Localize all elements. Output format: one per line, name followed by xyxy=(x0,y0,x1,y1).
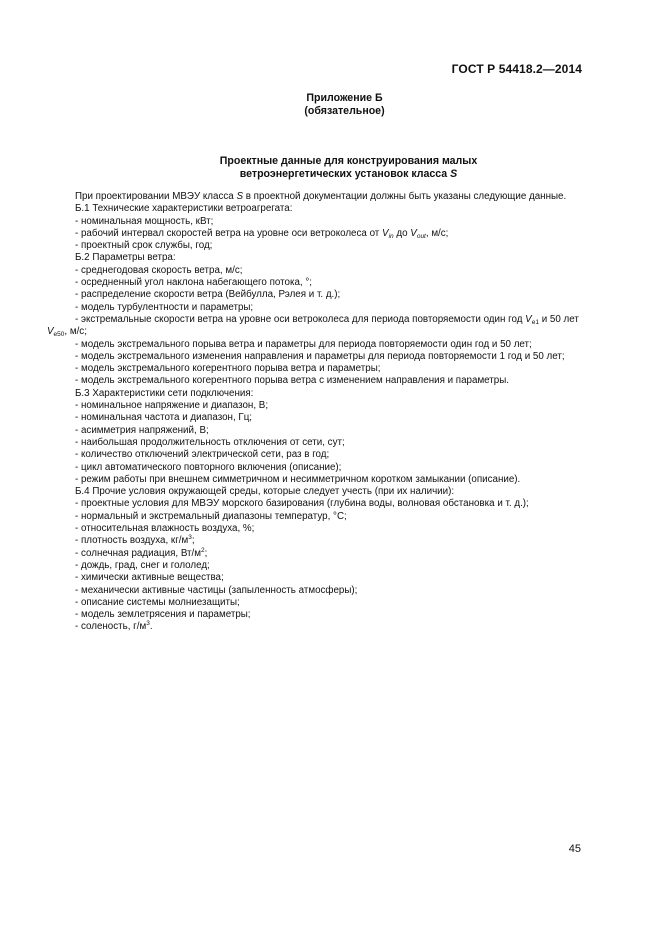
list-item: - дождь, град, снег и гололед; xyxy=(75,559,210,571)
list-item: - модель экстремального когерентного порыва ветра с изменением направления и параметры. xyxy=(75,375,510,387)
annex-status: (обязательное) xyxy=(304,105,385,117)
list-item: - нормальный и экстремальный диапазоны температур, °С; xyxy=(75,510,347,522)
section-title-line-1: Проектные данные для конструирования малых xyxy=(219,155,478,167)
section-title xyxy=(0,155,661,181)
list-item: - проектные условия для МВЭУ морского базирования (глубина воды, волновая обстановка и т. д.); xyxy=(75,498,529,510)
list-item: - плотность воздуха, $кг/м^3$; xyxy=(75,534,195,547)
list-item: - химически активные вещества; xyxy=(75,572,224,584)
list-item: - осредненный угол наклона набегающего потока, °; xyxy=(75,277,312,289)
section-title-line-2: ветроэнергетических установок класса S xyxy=(239,168,458,180)
b3-heading: Б.3 Характеристики сети подключения: xyxy=(75,387,254,399)
list-item: - проектный срок службы, год; xyxy=(75,240,213,252)
b1-heading: Б.1 Технические характеристики ветроагрегата: xyxy=(75,203,293,215)
list-item: - механически активные частицы (запыленность атмосферы); xyxy=(75,584,358,596)
b4-heading: Б.4 Прочие условия окружающей среды, которые следует учесть (при их наличии): xyxy=(75,486,455,498)
list-item: - наибольшая продолжительность отключения от сети, сут; xyxy=(75,436,345,448)
list-item: - модель землетрясения и параметры; xyxy=(75,609,251,621)
b2-heading: Б.2 Параметры ветра: xyxy=(75,252,176,264)
document-body xyxy=(47,191,595,634)
list-item: - относительная влажность воздуха, %; xyxy=(75,523,255,535)
standard-designation: ГОСТ Р 54418.2—2014 xyxy=(451,62,582,76)
list-item: - экстремальные скорости ветра на уровне оси ветроколеса для периода повторяемости один год $V_{e1}$ и 50 лет xyxy=(75,313,579,326)
list-item: - номинальная мощность, кВт; xyxy=(75,215,214,227)
list-item: - количество отключений электрической сети, раз в год; xyxy=(75,449,330,461)
list-item: - асимметрия напряжений, В; xyxy=(75,424,209,436)
list-item: - солнечная радиация, $Вт/м^2$; xyxy=(75,546,208,559)
list-item: - рабочий интервал скоростей ветра на уровне оси ветроколеса от $V_{in}$ до $V_{out}$, м/с; xyxy=(75,227,449,240)
page-number: 45 xyxy=(568,843,581,855)
annex-heading xyxy=(0,92,661,118)
list-item: - соленость, $г/м^3$. xyxy=(75,620,153,633)
list-item: - модель экстремального когерентного порыва ветра и параметры; xyxy=(75,363,381,375)
list-item: - распределение скорости ветра (Вейбулла, Рэлея и т. д.); xyxy=(75,289,341,301)
list-item: - номинальное напряжение и диапазон, В; xyxy=(75,400,269,412)
list-item: - модель турбулентности и параметры; xyxy=(75,301,254,313)
list-item: - модель экстремального порыва ветра и параметры для периода повторяемости один год и 50 лет; xyxy=(75,338,532,350)
list-item: - модель экстремального изменения направления и параметры для периода повторяемости 1 год и 50 лет; xyxy=(75,350,565,362)
list-item: - описание системы молниезащиты; xyxy=(75,596,240,608)
annex-title: Приложение Б xyxy=(306,92,383,104)
list-item: - режим работы при внешнем симметричном и несимметричном коротком замыкании (описание). xyxy=(75,473,521,485)
list-item: - цикл автоматического повторного включения (описание); xyxy=(75,461,342,473)
list-item: - среднегодовая скорость ветра, м/с; xyxy=(75,264,243,276)
list-item: - номинальная частота и диапазон, Гц; xyxy=(75,412,253,424)
list-item-continuation: $V_{e50}$, м/с; xyxy=(47,326,87,339)
intro-paragraph: При проектировании МВЭУ класса S в проектной документации должны быть указаны следующие данные. xyxy=(75,191,567,202)
